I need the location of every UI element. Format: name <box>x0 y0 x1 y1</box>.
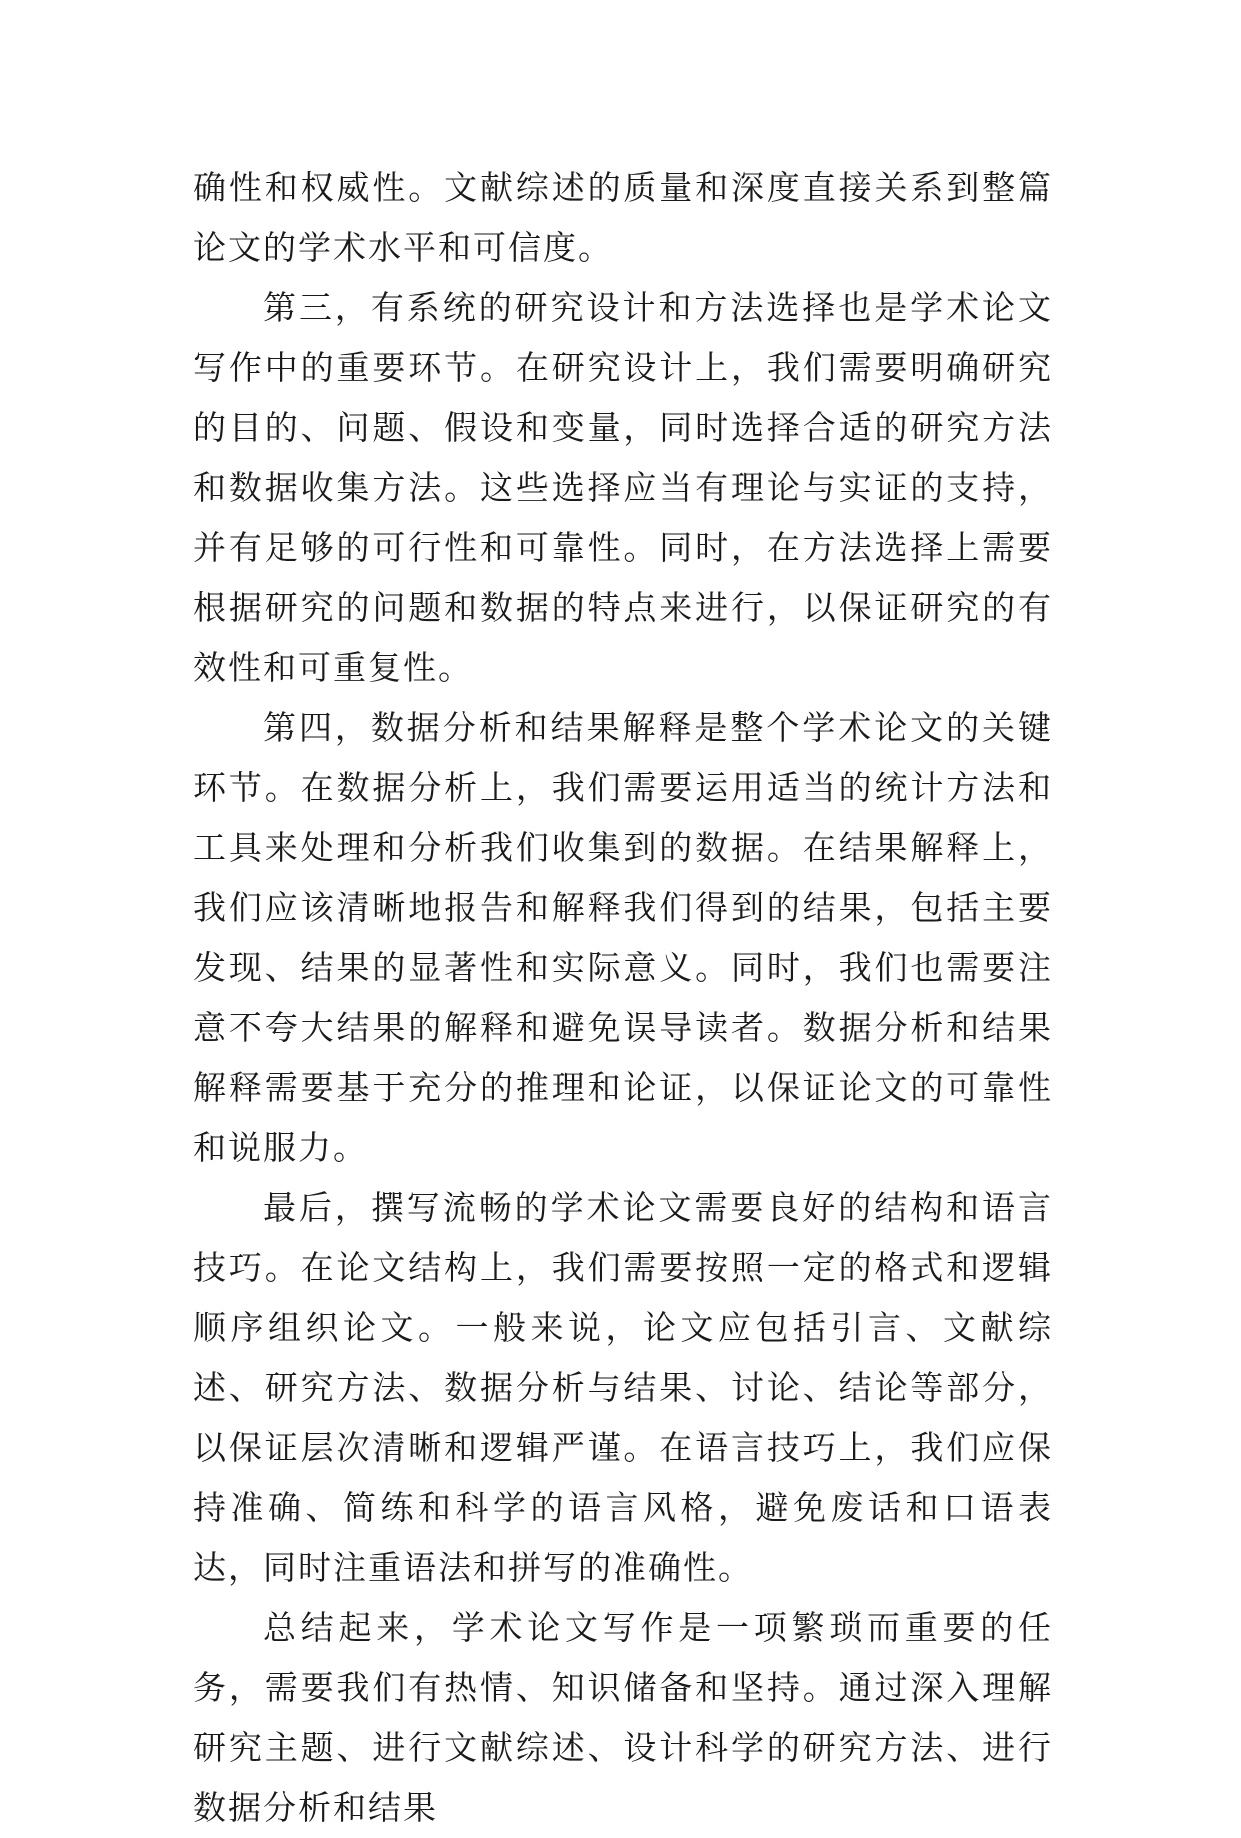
paragraph-structure-language: 最后，撰写流畅的学术论文需要良好的结构和语言技巧。在论文结构上，我们需要按照一定的格式和逻辑顺序组织论文。一般来说，论文应包括引言、文献综述、研究方法、数据分析与结果、讨论、结论等部分，以保证层次清晰和逻辑严谨。在语言技巧上，我们应保持准确、简练和科学的语言风格，避免废话和口语表达，同时注重语法和拼写的准确性。 <box>193 1188 1053 1587</box>
paragraph-data-analysis: 第四，数据分析和结果解释是整个学术论文的关键环节。在数据分析上，我们需要运用适当的统计方法和工具来处理和分析我们收集到的数据。在结果解释上，我们应该清晰地报告和解释我们得到的结果，包括主要发现、结果的显著性和实际意义。同时，我们也需要注意不夸大结果的解释和避免误导读者。数据分析和结果解释需要基于充分的推理和论证，以保证论文的可靠性和说服力。 <box>193 708 1053 1167</box>
body-text <box>193 158 1053 1838</box>
paragraph-research-design: 第三，有系统的研究设计和方法选择也是学术论文写作中的重要环节。在研究设计上，我们需要明确研究的目的、问题、假设和变量，同时选择合适的研究方法和数据收集方法。这些选择应当有理论与实证的支持，并有足够的可行性和可靠性。同时，在方法选择上需要根据研究的问题和数据的特点来进行，以保证研究的有效性和可重复性。 <box>193 288 1053 687</box>
paragraph-summary: 总结起来，学术论文写作是一项繁琐而重要的任务，需要我们有热情、知识储备和坚持。通过深入理解研究主题、进行文献综述、设计科学的研究方法、进行数据分析和结果 <box>193 1608 1053 1827</box>
paragraph-continued: 确性和权威性。文献综述的质量和深度直接关系到整篇论文的学术水平和可信度。 <box>193 168 1053 267</box>
